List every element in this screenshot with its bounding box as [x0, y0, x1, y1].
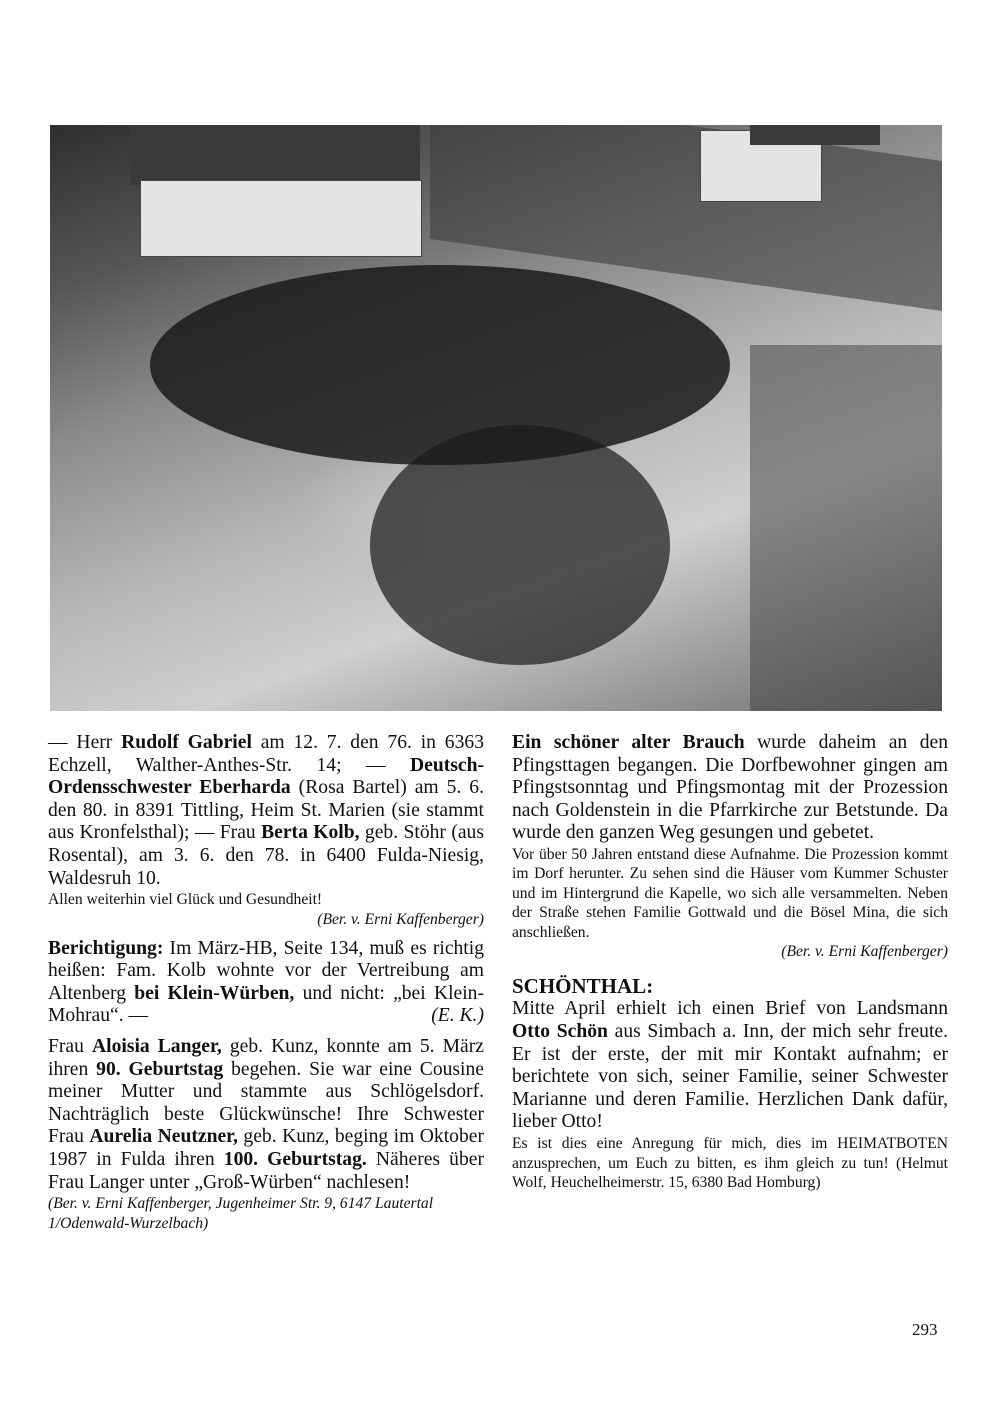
bold-name: Aurelia Neutzner, [89, 1126, 238, 1148]
text-run: Frau [48, 1036, 92, 1058]
text-run: am 12. 7. den 76. in 6363 Echzell, Walther-Anthes-Str. 14; — [48, 732, 484, 776]
text-run: und nicht: „bei Klein-Mohrau“. — [48, 982, 484, 1027]
bold-name: Ein schöner alter Brauch [512, 732, 745, 753]
author-credit-address: (Ber. v. Erni Kaffenberger, Jugenheimer Str. 9, 6147 Lautertal 1/Odenwald-Wurzelbach) [48, 1195, 434, 1232]
text-run: begehen. Sie war eine Cousine meiner Mutter und stammte aus Schlögelsdorf. Nachträglich beste Glückwünsche! Ihre Schwester Frau [48, 1058, 484, 1148]
bold-name: bei Klein-Würben, [134, 982, 295, 1004]
custom-paragraph [512, 732, 948, 845]
author-credit: (Ber. v. Erni Kaffenberger) [317, 910, 484, 928]
text-run: geb. Kunz, konnte am 5. März ihren [48, 1036, 484, 1080]
bold-name: Aloisia Langer, [91, 1036, 222, 1058]
bold-name: Deutsch-Ordensschwester Eberharda [48, 754, 484, 799]
bold-name: 90. Geburtstag [96, 1058, 224, 1080]
correction-credit: (E. K.) [431, 1005, 484, 1027]
author-credit: (Ber. v. Erni Kaffenberger) [781, 943, 948, 961]
page-number: 293 [912, 1320, 938, 1339]
text-run: — Herr [48, 732, 122, 753]
photo-caption: Vor über 50 Jahren entstand diese Aufnahme. Die Prozession kommt im Dorf herunter. Zu sehen sind die Häuser vom Kummer Schuster und im Hintergrund die Kapelle, wo sich alle versammelten. Neben der Straße stehen Familie Gottwald und die Bösel Mina, die sich anschließen. [512, 845, 948, 941]
procession-photo [50, 125, 942, 711]
bold-name: 100. Geburtstag. [223, 1149, 367, 1170]
letter-paragraph [512, 998, 948, 1134]
birthday-paragraph [48, 1036, 484, 1194]
text-run: Mitte April erhielt ich einen Brief von Landsmann [512, 998, 948, 1020]
text-run: geb. Kunz, beging im Oktober 1987 in Fulda ihren [48, 1126, 484, 1170]
bold-name: Rudolf Gabriel [121, 732, 252, 753]
section-heading: SCHÖNTHAL: [512, 974, 654, 999]
text-run: wurde daheim an den Pfingsttagen begangen. Die Dorfbewohner gingen am Pfingstsonntag und Pfingsmontag mit der Prozession nach Goldenstein in die Pfarrkirche zur Betstunde. Da wurde den ganzen Weg gesungen und gebetet. [512, 732, 948, 844]
bold-name: Berta Kolb, [261, 822, 360, 844]
text-run: (Rosa Bartel) am 5. 6. den 80. in 8391 Tittling, Heim St. Marien (sie stammt aus Kronfelsthal); — Frau [48, 777, 484, 844]
bold-name: Berichtigung: [48, 937, 164, 959]
appeal-paragraph: Es ist dies eine Anregung für mich, dies im HEIMATBOTEN anzusprechen, um Euch zu bitten, es ihm gleich zu tun! (Helmut Wolf, Heuchelheimerstr. 15, 6380 Bad Homburg) [512, 1135, 948, 1192]
text-run: aus Simbach a. Inn, der mich sehr freute. Er ist der erste, der mit mir Kontakt aufnahm; er berichtete von sich, seiner Familie, seiner Schwester Marianne und deren Familie. Herzlichen Dank dafür, lieber Otto! [512, 1021, 949, 1133]
right-column [512, 732, 948, 1193]
wishes-text: Allen weiterhin viel Glück und Gesundheit! [48, 891, 323, 909]
text-run: Im März-HB, Seite 134, muß es richtig heißen: Fam. Kolb wohnte vor der Vertreibung am Altenberg [48, 937, 484, 1004]
text-run: geb. Stöhr (aus Rosental), am 3. 6. den 78. in 6400 Fulda-Niesig, Waldesruh 10. [48, 822, 484, 889]
text-run: Näheres über Frau Langer unter „Groß-Würben“ nachlesen! [48, 1149, 484, 1193]
left-column [48, 732, 484, 1233]
bold-name: Otto Schön [512, 1021, 608, 1043]
correction-paragraph [48, 938, 484, 1028]
birthday-list [48, 732, 484, 890]
